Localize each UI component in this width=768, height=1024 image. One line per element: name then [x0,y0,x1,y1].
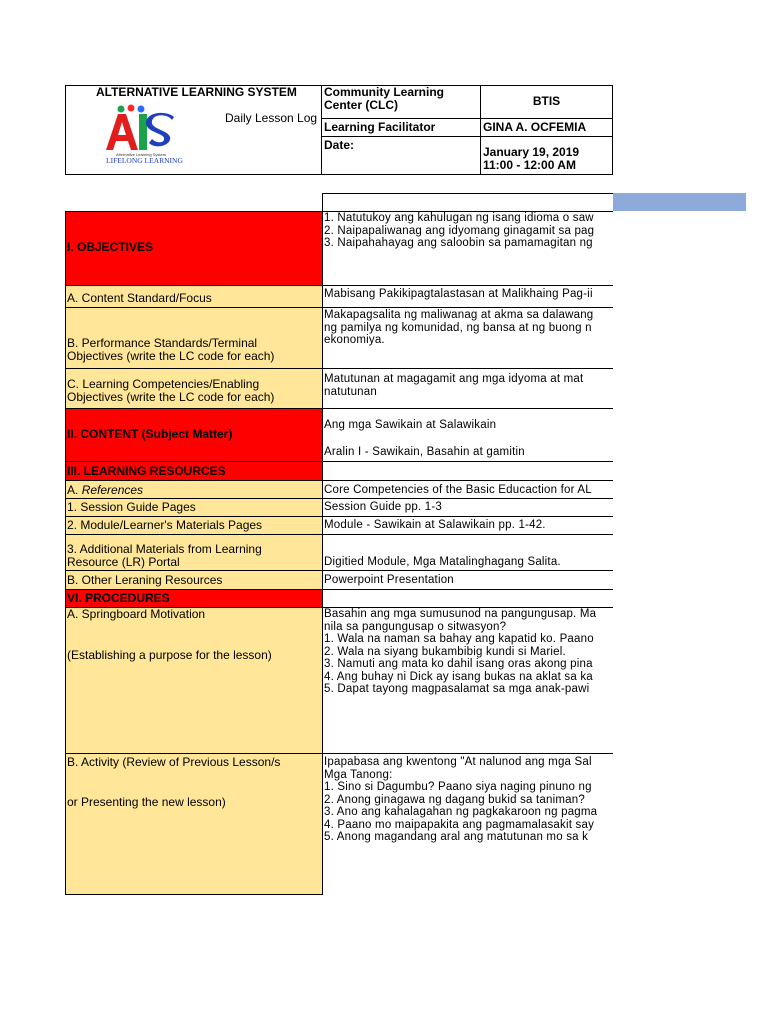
springboard-value [324,608,612,696]
activity-line: Ipapabasa ang kwentong "At nalunod ang mga Sal [324,756,592,768]
other-label: B. Other Leraning Resources [67,574,223,587]
competencies-line: Matutunan at magagamit ang mga idyoma at mat [324,373,584,385]
performance-line: Makapagsalita ng maliwanag at akma sa dalawang [324,309,594,321]
objectives-list [324,212,612,250]
objectives-label: I. OBJECTIVES [67,241,154,254]
additional-value: Digitied Module, Mga Matalinghagang Salita. [324,556,561,568]
content-line-1: Ang mga Sawikain at Salawikain [324,419,497,431]
facilitator-label: Learning Facilitator [324,121,436,134]
objective-item: 1. Natutukoy ang kahulugan ng isang idioma o saw [324,212,594,224]
clc-label-text: Community Learning Center (CLC) [324,86,445,112]
activity-line: 5. Anong magandang aral ang matutunan mo sa k [324,831,589,843]
objective-item: 2. Naipapaliwanag ang idyomang ginagamit sa pag [324,224,595,237]
module-label: 2. Module/Learner's Materials Pages [67,519,263,532]
activity-line: 3. Ano ang kahalagahan ng pagkakaroon ng pagma [324,806,598,818]
performance-line: ng pamilya ng komunidad, ng bansa at ng buong n [324,321,592,334]
springboard-line: 2. Wala na siyang bukambibig kundi si Mariel. [324,645,566,658]
date-label: Date: [324,139,355,152]
activity-sub: or Presenting the new lesson) [67,796,226,809]
clc-value: BTIS [532,95,561,108]
column-header-blue [613,193,746,211]
date-value: January 19, 2019 [483,146,580,159]
module-value: Module - Sawikain at Salawikain pp. 1-42. [324,519,546,531]
activity-line: 4. Paano mo maipapakita ang pagmamalasakit say [324,818,595,831]
springboard-line: 5. Dapat tayong magpasalamat sa mga anak-pawi [324,683,590,695]
springboard-line: Basahin ang mga sumusunod na pangungusap. Ma [324,608,597,620]
content-standard-label: A. Content Standard/Focus [67,292,212,305]
activity-line: Mga Tanong: [324,768,393,781]
activity-cell [66,753,322,894]
resources-label: III. LEARNING RESOURCES [67,465,226,478]
logo-tagline-small: Alternative Learning System [116,152,167,157]
content-line-2: Aralin I - Sawikain, Basahin at gamitin [324,446,525,458]
performance-label-1: B. Performance Standards/Terminal [67,337,258,350]
session-label: 1. Session Guide Pages [67,501,196,514]
competencies-label-2: Objectives (write the LC code for each) [67,391,275,404]
session-value: Session Guide pp. 1-3 [324,501,442,513]
springboard-line: nila sa pangungusap o sitwasyon? [324,620,507,633]
springboard-line: 4. Ang buhay ni Dick ay isang bukas na aklat sa ka [324,670,593,683]
activity-value [324,756,612,844]
objective-item: 3. Naipahahayag ang saloobin sa pamamagitan ng [324,237,593,249]
additional-label-2: Resource (LR) Portal [67,556,180,569]
references-prefix: A. [67,484,79,497]
references-word: References [81,484,144,497]
content-label: II. CONTENT (Subject Matter) [67,428,233,441]
references-label [67,484,143,497]
springboard-label: A. Springboard Motivation [67,608,206,621]
content-standard-value: Mabisang Pakikipagtalastasan at Malikhaing Pag-ii [324,288,593,300]
logo-tagline: LIFELONG LEARNING [106,157,183,165]
performance-line: ekonomiya. [324,334,385,346]
performance-value [324,309,612,347]
competencies-label-1: C. Learning Competencies/Enabling [67,378,260,391]
system-title: ALTERNATIVE LEARNING SYSTEM [96,86,297,99]
clc-label [324,86,474,112]
activity-label: B. Activity (Review of Previous Lesson/s [67,756,281,769]
competencies-line: natutunan [324,385,377,398]
other-value: Powerpoint Presentation [324,574,454,586]
references-value: Core Competencies of the Basic Educaction for AL [324,484,592,496]
springboard-line: 3. Namuti ang mata ko dahil isang oras akong pina [324,658,593,670]
facilitator-value: GINA A. OCFEMIA [483,121,587,134]
activity-line: 1. Sino si Dagumbu? Paano siya naging pinuno ng [324,781,592,793]
springboard-line: 1. Wala na naman sa bahay ang kapatid ko. Paano [324,633,594,645]
activity-line: 2. Anong ginagawa ng dagang bukid sa taniman? [324,793,585,806]
procedures-label: VI. PROCEDURES [67,592,170,605]
springboard-cell [66,607,322,753]
time-value: 11:00 - 12:00 AM [483,159,576,172]
performance-label-2: Objectives (write the LC code for each) [67,350,275,363]
springboard-sub: (Establishing a purpose for the lesson) [67,649,272,662]
log-title: Daily Lesson Log [225,112,318,125]
additional-label-1: 3. Additional Materials from Learning [67,543,262,556]
competencies-value [324,373,612,398]
